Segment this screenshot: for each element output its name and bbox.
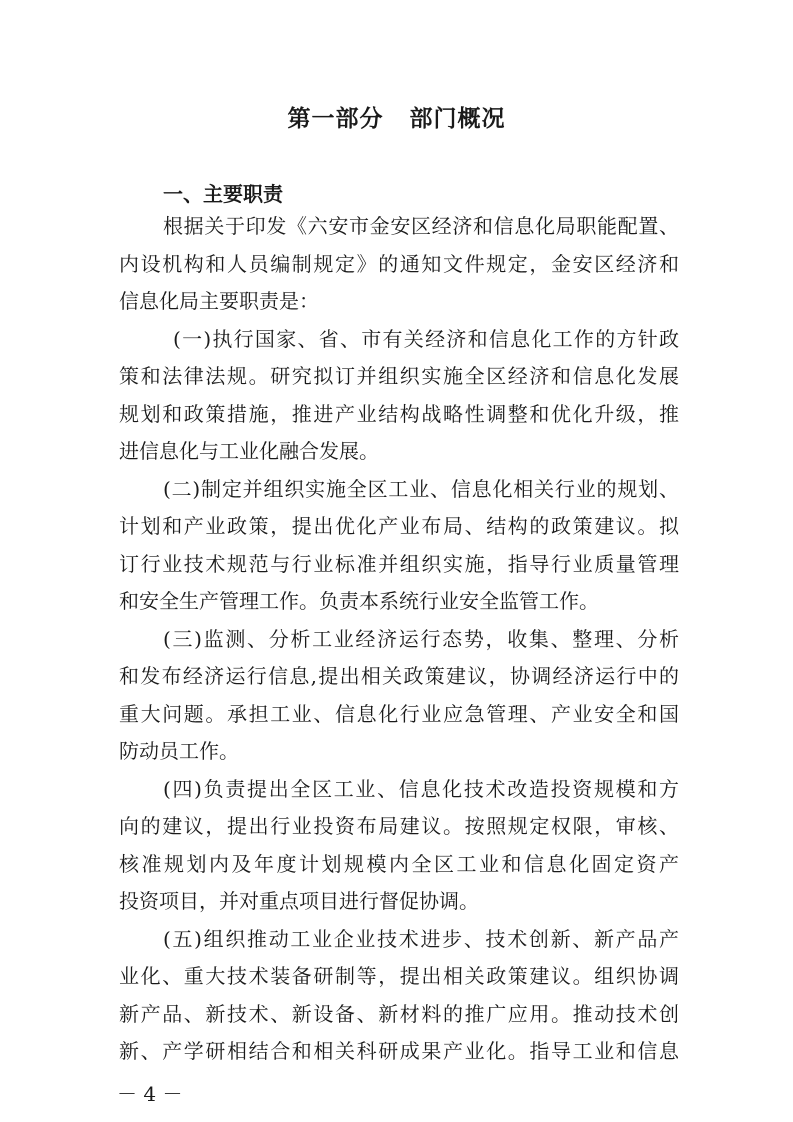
body-line: 进信息化与工业化融合发展。: [119, 439, 379, 463]
body-line: 新、产学研相结合和相关科研成果产业化。指导工业和信息: [119, 1039, 679, 1063]
body-line: 规划和政策措施，推进产业结构战略性调整和优化升级，推: [119, 402, 679, 426]
title-name: 部门概况: [409, 106, 506, 132]
body-line: 策和法律法规。研究拟订并组织实施全区经济和信息化发展: [119, 364, 679, 388]
body-line: (一)执行国家、省、市有关经济和信息化工作的方针政: [173, 327, 679, 351]
body-line: 投资项目，并对重点项目进行督促协调。: [119, 889, 479, 913]
body-line: 根据关于印发《六安市金安区经济和信息化局职能配置、: [163, 214, 679, 238]
body-line: 和安全生产管理工作。负责本系统行业安全监管工作。: [119, 589, 599, 613]
body-line: 信息化局主要职责是：: [119, 289, 319, 313]
body-line: (三)监测、分析工业经济运行态势，收集、整理、分析: [163, 627, 679, 651]
body-line: 订行业技术规范与行业标准并组织实施，指导行业质量管理: [119, 552, 679, 576]
body-line: 重大问题。承担工业、信息化行业应急管理、产业安全和国: [119, 702, 679, 726]
page-number: － 4 －: [117, 1082, 183, 1106]
body-line: 业化、重大技术装备研制等，提出相关政策建议。组织协调: [119, 964, 679, 988]
body-line: (二)制定并组织实施全区工业、信息化相关行业的规划、: [163, 477, 679, 501]
page-title: [0, 100, 793, 133]
body-line: (四)负责提出全区工业、信息化技术改造投资规模和方: [163, 777, 679, 801]
section-heading: 一、主要职责: [163, 182, 283, 206]
body-line: 内设机构和人员编制规定》的通知文件规定，金安区经济和: [119, 252, 679, 276]
body-line: 新产品、新技术、新设备、新材料的推广应用。推动技术创: [119, 1002, 679, 1026]
body-line: 向的建议，提出行业投资布局建议。按照规定权限，审核、: [119, 814, 679, 838]
title-part: 第一部分: [287, 106, 384, 132]
body-line: 计划和产业政策，提出优化产业布局、结构的政策建议。拟: [119, 514, 679, 538]
body-line: 和发布经济运行信息,提出相关政策建议，协调经济运行中的: [119, 664, 679, 688]
body-line: 核准规划内及年度计划规模内全区工业和信息化固定资产: [119, 852, 679, 876]
body-line: (五)组织推动工业企业技术进步、技术创新、新产品产: [163, 927, 679, 951]
body-line: 防动员工作。: [119, 739, 239, 763]
